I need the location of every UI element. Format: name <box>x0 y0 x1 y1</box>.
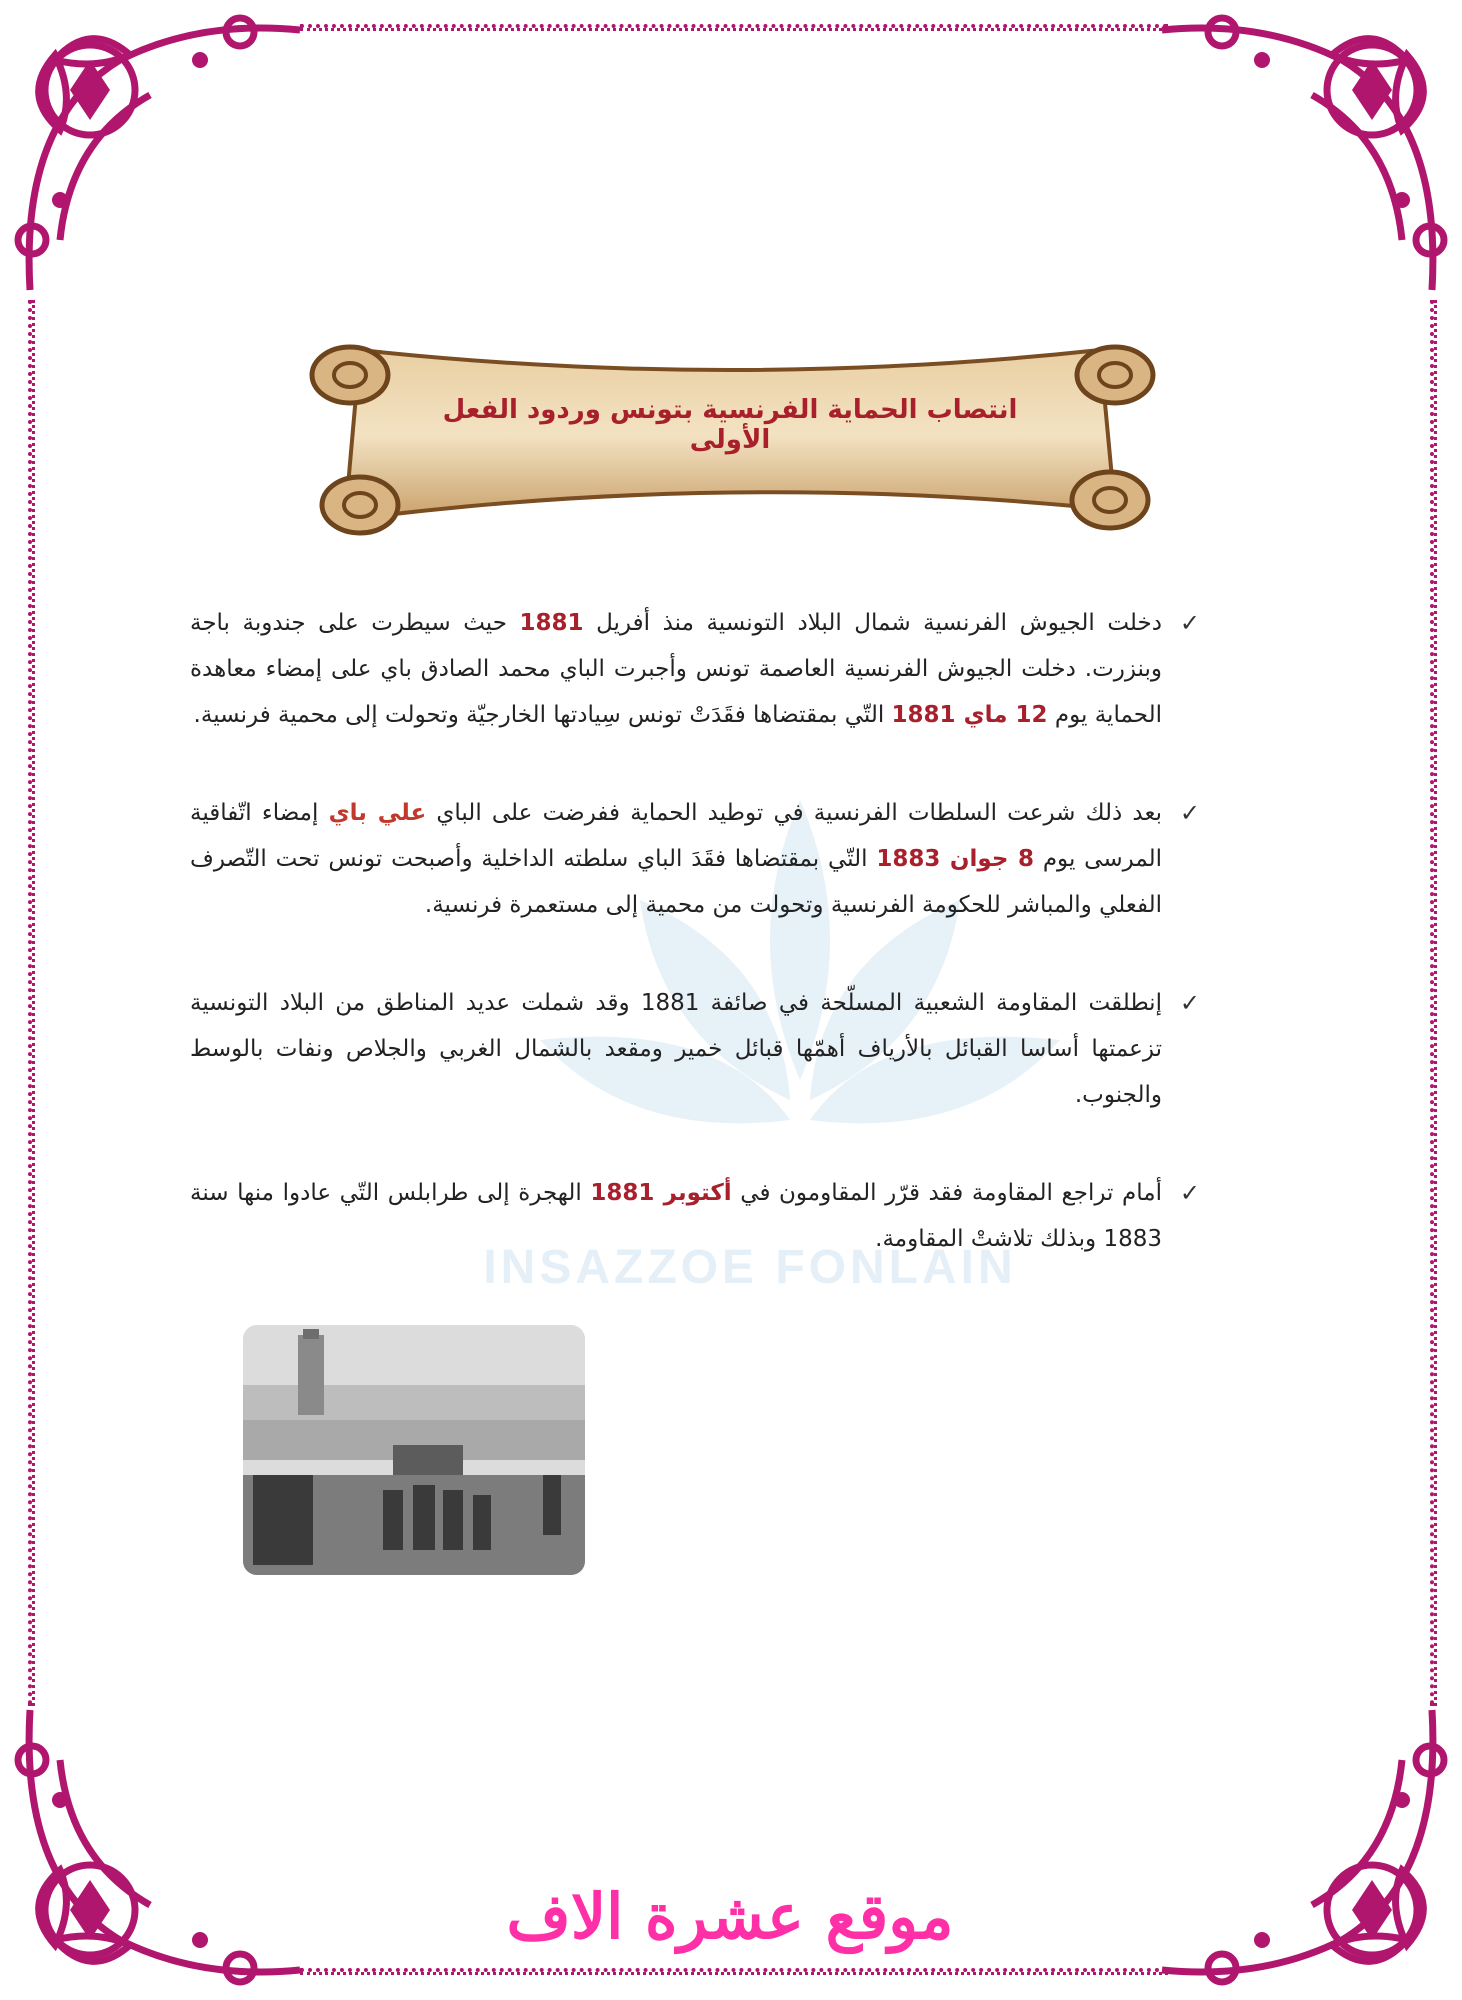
paragraph-segment: دخلت الجيوش الفرنسية شمال البلاد التونسية منذ أفريل <box>583 610 1163 636</box>
frame-bottom-border <box>300 1968 1168 1975</box>
paragraph-segment: التّي بمقتضاها فقَدَتْ تونس سِيادتها الخارجيّة وتحولت إلى محمية فرنسية. <box>193 702 892 728</box>
highlighted-text: 12 ماي 1881 <box>891 702 1048 728</box>
highlighted-text: أكتوبر 1881 <box>590 1180 732 1206</box>
bullet-paragraph <box>190 790 1200 928</box>
paragraph-segment: إمضاء اتّفاقية المرسى يوم <box>190 800 1163 872</box>
highlighted-text: 8 جوان 1883 <box>876 846 1034 872</box>
corner-ornament-icon <box>0 0 310 310</box>
frame-right-border <box>1430 300 1437 1706</box>
engraving-illustration-icon <box>243 1325 585 1575</box>
bullet-paragraph <box>190 600 1200 738</box>
corner-ornament-icon <box>1152 1690 1462 2000</box>
highlighted-text: علي باي <box>328 800 427 826</box>
check-icon: ✓ <box>1179 1179 1200 1207</box>
paragraph-segment: حيث سيطرت على جندوبة باجة وبنزرت. دخلت الجيوش الفرنسية العاصمة تونس وأجبرت الباي محمد الصادق باي على إمضاء معاهدة الحماية يوم <box>190 610 1162 728</box>
bullet-paragraph <box>190 1170 1200 1262</box>
corner-ornament-icon <box>0 1690 310 2000</box>
historical-engraving-image <box>243 1325 585 1575</box>
check-icon: ✓ <box>1179 989 1200 1017</box>
paragraph-segment: بعد ذلك شرعت السلطات الفرنسية في توطيد الحماية ففرضت على الباي <box>426 800 1162 826</box>
watermark-text: INSAZZOE FONLAIN <box>483 1241 1017 1294</box>
site-logo-text: موقع عشرة الاف <box>506 1880 954 1953</box>
bullet-paragraph <box>190 980 1200 1118</box>
paragraph-segment: إنطلقت المقاومة الشعبية المسلّحة في صائفة 1881 وقد شملت عديد المناطق من البلاد التونسية تزعمتها أساسا القبائل بالأرياف أهمّها قبائل خمير ومقعد بالشمال الغربي والجلاص ونفات بالوسط والجنوب. <box>190 990 1162 1108</box>
highlighted-text: 1881 <box>519 610 584 636</box>
paragraph-segment: التّي بمقتضاها فقَدَ الباي سلطته الداخلية وأصبحت تونس تحت التّصرف الفعلي والمباشر للحكومة الفرنسية وتحولت من محمية إلى مستعمرة فرنسية. <box>190 846 1162 918</box>
frame-top-border <box>300 24 1168 31</box>
content-body <box>190 600 1200 1314</box>
paragraph-text <box>190 610 1162 728</box>
paragraph-text <box>190 800 1162 918</box>
paragraph-text <box>190 990 1162 1108</box>
frame-left-border <box>28 300 35 1706</box>
page-title: انتصاب الحماية الفرنسية بتونس وردود الفعل الأولى <box>442 395 1018 455</box>
check-icon: ✓ <box>1179 799 1200 827</box>
check-icon: ✓ <box>1179 609 1200 637</box>
paragraph-segment: الهجرة إلى طرابلس التّي عادوا منها سنة 1883 وبذلك تلاشتْ المقاومة. <box>190 1180 1162 1252</box>
paragraph-text <box>190 1180 1162 1252</box>
corner-ornament-icon <box>1152 0 1462 310</box>
paragraph-segment: أمام تراجع المقاومة فقد قرّر المقاومون في <box>731 1180 1162 1206</box>
